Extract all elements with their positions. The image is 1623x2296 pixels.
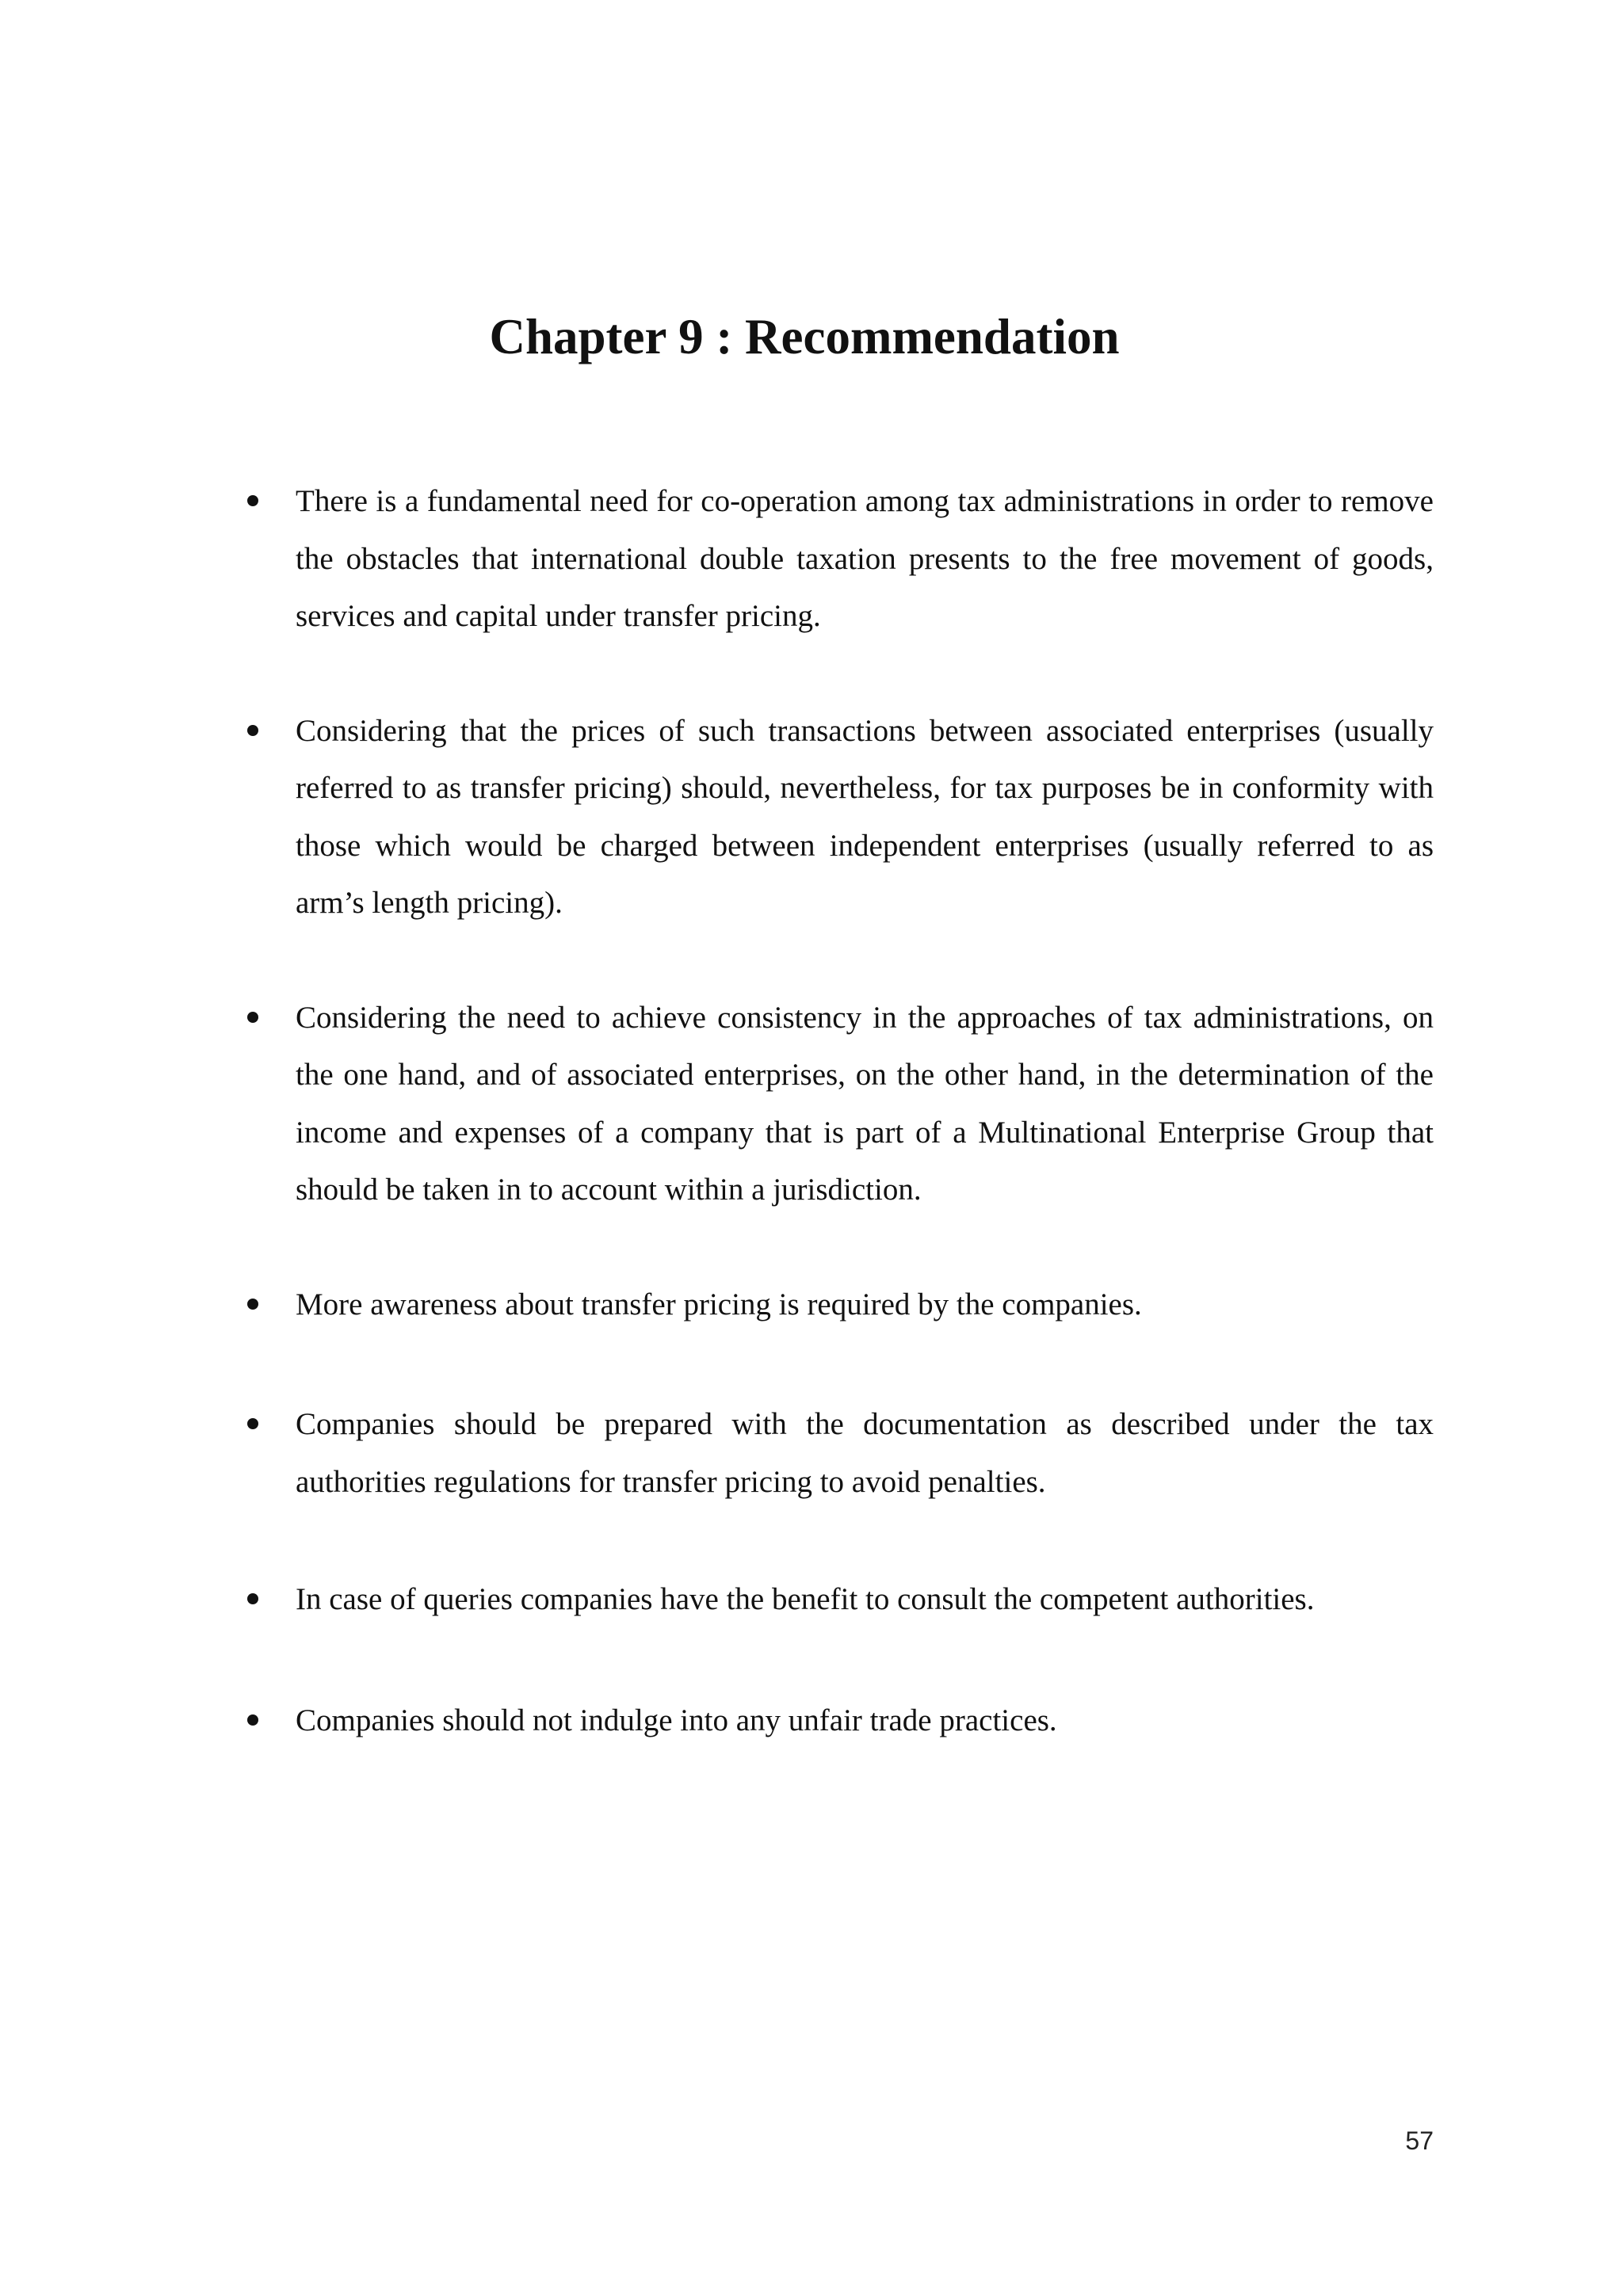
- bullet-icon: [247, 1714, 258, 1726]
- recommendation-item: [0, 1571, 1623, 1629]
- recommendation-text: Companies should not indulge into any unfair trade practices.: [296, 1703, 1057, 1737]
- recommendation-item: [0, 1396, 1623, 1511]
- recommendation-text: In case of queries companies have the benefit to consult the competent authorities.: [296, 1582, 1315, 1616]
- recommendation-list: [0, 473, 1623, 1749]
- bullet-icon: [247, 725, 258, 736]
- recommendation-item: [0, 473, 1623, 646]
- bullet-icon: [247, 1299, 258, 1310]
- recommendation-item: [0, 1692, 1623, 1750]
- recommendation-item: [0, 703, 1623, 933]
- bullet-icon: [247, 1012, 258, 1023]
- bullet-icon: [247, 1418, 258, 1429]
- recommendation-text: Considering that the prices of such transactions between associated enterprises (usually referred to as transfer pricing) should, nevertheless, for tax purposes be in conformity with those which would be charged between independent enterprises (usually referred to as arm’s length pricing).: [296, 713, 1434, 920]
- bullet-icon: [247, 1593, 258, 1604]
- recommendation-text: More awareness about transfer pricing is required by the companies.: [296, 1287, 1142, 1322]
- recommendation-text: There is a fundamental need for co-operation among tax administrations in order to remove the obstacles that international double taxation presents to the free movement of goods, services and capital under transfer pricing.: [296, 484, 1434, 633]
- chapter-title: Chapter 9 : Recommendation: [489, 309, 1120, 364]
- recommendation-item: [0, 1276, 1623, 1334]
- recommendation-item: [0, 990, 1623, 1219]
- recommendation-text: Considering the need to achieve consistency in the approaches of tax administrations, on the one hand, and of associated enterprises, on the other hand, in the determination of the income and expenses of a company that is part of a Multinational Enterprise Group that should be taken in to account within a jurisdiction.: [296, 1000, 1434, 1207]
- recommendation-text: Companies should be prepared with the documentation as described under the tax authorities regulations for transfer pricing to avoid penalties.: [296, 1407, 1434, 1499]
- page-number: 57: [1405, 2126, 1434, 2155]
- bullet-icon: [247, 495, 258, 506]
